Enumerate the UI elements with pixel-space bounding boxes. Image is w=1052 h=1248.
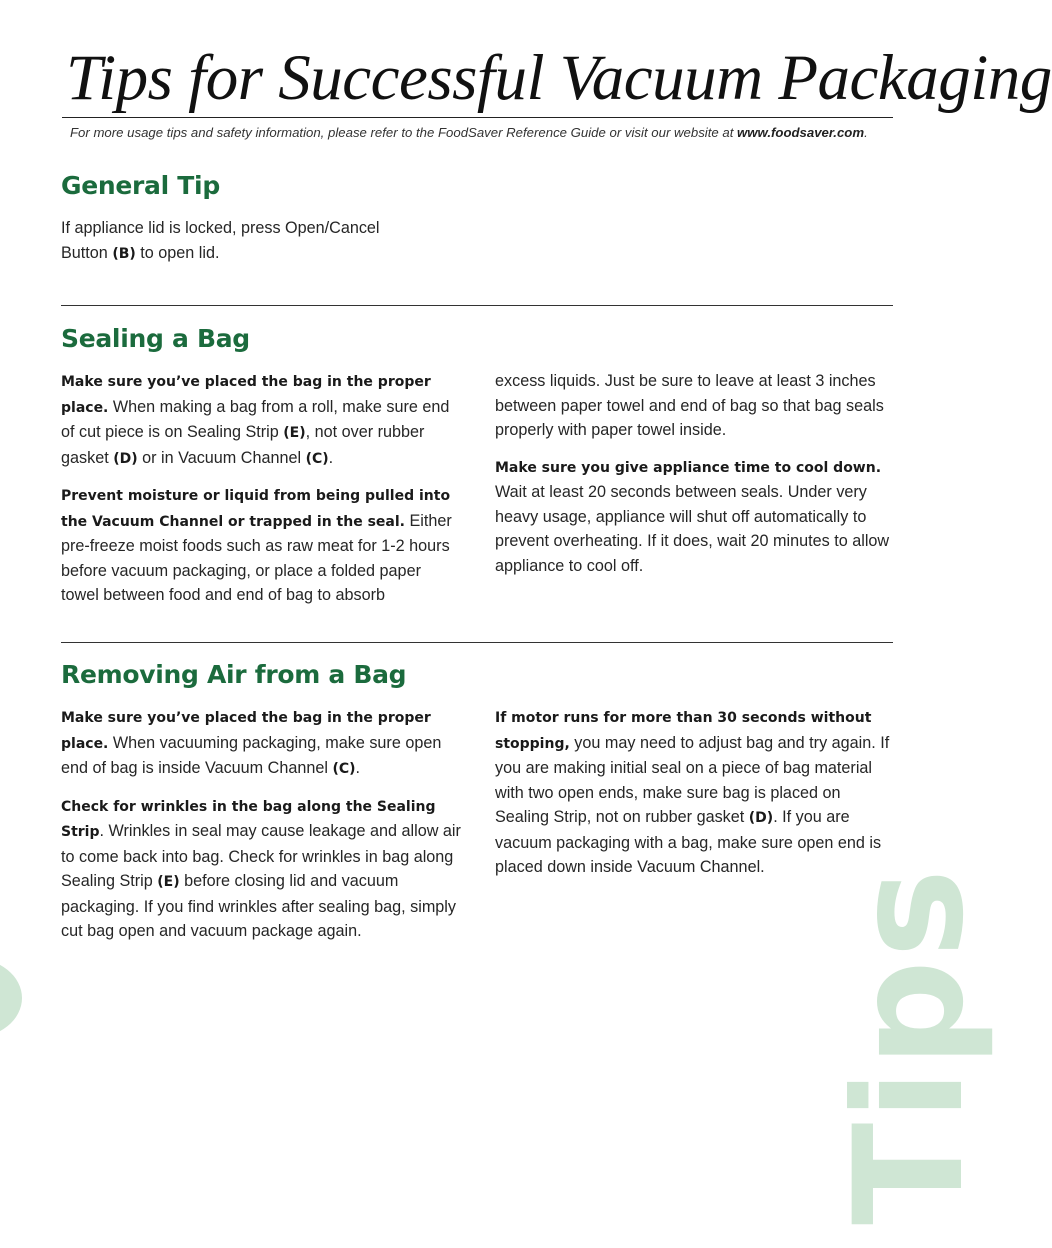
- general-tip-text-end: to open lid.: [135, 243, 220, 262]
- removing-p2-lead: Check for wrinkles in the bag along the Sealing Strip: [61, 798, 436, 840]
- sealing-p1-text: , not over rubber gasket: [61, 423, 425, 467]
- sealing-p1-text: .: [328, 448, 334, 467]
- title-divider: [62, 117, 893, 118]
- removing-p2-text: before closing lid and vacuum packaging. If you find wrinkles after sealing bag, simply cut bag open and vacuum package again.: [61, 872, 456, 940]
- removing-p3-lead: If motor runs for more than 30 seconds without stopping,: [495, 710, 872, 752]
- general-tip-line1: If appliance lid is locked, press Open/Cancel: [61, 219, 380, 237]
- ref-c: (C): [305, 450, 329, 467]
- sealing-p4-text: Wait at least 20 seconds between seals. Under very heavy usage, appliance will shut off automatically to prevent overheating. If it does, wait 20 minutes to allow appliance to cool off.: [495, 483, 890, 575]
- removing-p1-text: When vacuuming packaging, make sure open end of bag is inside Vacuum Channel: [61, 733, 442, 777]
- general-tip-body: [61, 216, 481, 266]
- decorative-bleed-shape: [0, 958, 22, 1038]
- removing-right-column: [495, 705, 895, 892]
- general-tip-heading: General Tip: [61, 171, 220, 200]
- sealing-p1-lead: Make sure you’ve placed the bag in the proper place.: [61, 374, 431, 416]
- removing-p3-text: . If you are vacuum packaging with a bag, make sure open end is placed down inside Vacuum Channel.: [495, 808, 882, 876]
- sealing-p1-text: or in Vacuum Channel: [137, 448, 306, 467]
- sealing-right-column: [495, 369, 895, 590]
- ref-e: (E): [157, 874, 180, 890]
- subtitle-text: For more usage tips and safety information, please refer to the FoodSaver Reference Guide or visit our website at: [70, 125, 738, 140]
- general-tip-text: Button: [61, 243, 113, 262]
- sealing-p2-lead: Prevent moisture or liquid from being pulled into the Vacuum Channel or trapped in the seal.: [61, 488, 451, 530]
- sealing-paragraph-3: excess liquids. Just be sure to leave at least 3 inches between paper towel and end of bag so that bag seals properly with paper towel inside.: [495, 372, 884, 439]
- sealing-p1-text: When making a bag from a roll, make sure end of cut piece is on Sealing Strip: [61, 397, 450, 441]
- sealing-paragraph-1: [61, 369, 461, 471]
- sealing-left-column: [61, 369, 461, 620]
- removing-p1-lead: Make sure you’ve placed the bag in the proper place.: [61, 710, 431, 752]
- section-divider-1: [61, 305, 893, 306]
- page-title: Tips for Successful Vacuum Packaging: [66, 42, 1052, 114]
- removing-p2-text: . Wrinkles in seal may cause leakage and allow air to come back into bag. Check for wrinkles in bag along Sealing Strip: [61, 822, 461, 890]
- subtitle-period: .: [864, 125, 868, 140]
- removing-paragraph-2: [61, 794, 461, 944]
- removing-p3-text: you may need to adjust bag and try again. If you are making initial seal on a piece of bag material with two open ends, make sure bag is placed on Sealing Strip, not on rubber gasket: [495, 733, 890, 826]
- tips-watermark: Tips: [823, 866, 997, 1225]
- ref-b: (B): [112, 245, 136, 262]
- removing-paragraph-1: [61, 705, 461, 782]
- sealing-p2-text: Either pre-freeze moist foods such as raw meat for 1-2 hours before vacuum packaging, or place a folded paper towel between food and end of bag to absorb: [61, 511, 452, 604]
- ref-d: (D): [748, 810, 774, 826]
- removing-paragraph-3: [495, 705, 895, 880]
- ref-d: (D): [113, 450, 138, 467]
- section-divider-2: [61, 642, 893, 643]
- sealing-paragraph-2: [61, 483, 461, 608]
- general-tip-line2: [61, 241, 481, 267]
- sealing-paragraph-4: [495, 455, 895, 579]
- page-subtitle: [70, 124, 900, 142]
- sealing-heading: Sealing a Bag: [61, 324, 250, 353]
- ref-e: (E): [283, 425, 306, 441]
- website-link[interactable]: www.foodsaver.com: [737, 125, 865, 140]
- ref-c: (C): [332, 761, 356, 777]
- removing-p1-text: .: [355, 759, 361, 777]
- sealing-p4-lead: Make sure you give appliance time to cool down.: [495, 459, 882, 476]
- removing-left-column: [61, 705, 461, 956]
- removing-heading: Removing Air from a Bag: [61, 660, 407, 689]
